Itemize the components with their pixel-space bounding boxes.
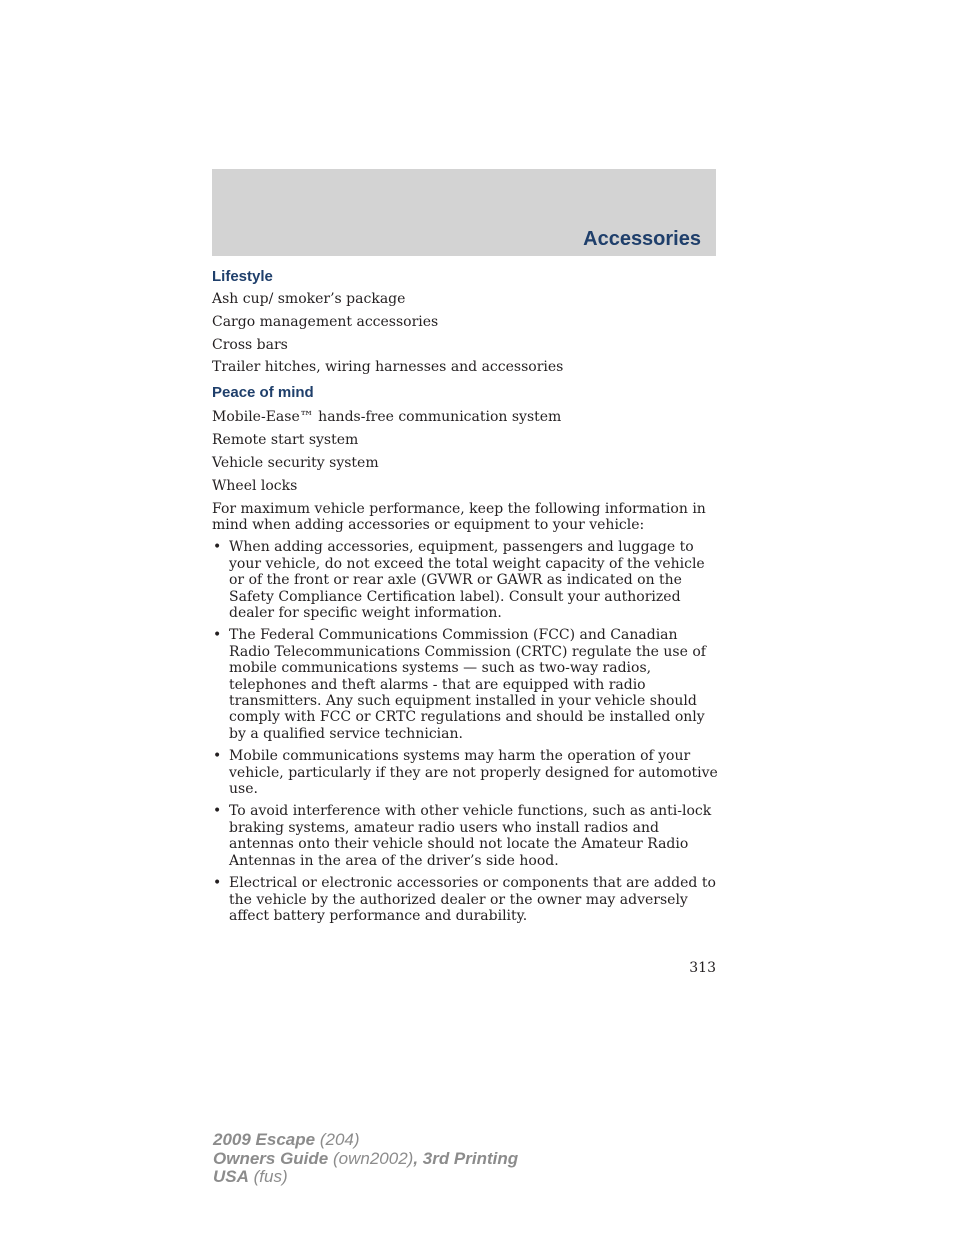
lifestyle-heading: Lifestyle (212, 268, 273, 285)
footer-printing: , 3rd Printing (413, 1148, 519, 1168)
bullet-item (212, 627, 718, 742)
page-content (212, 266, 718, 930)
lifestyle-item: Ash cup/ smoker’s package (212, 291, 406, 307)
section-title: Accessories (583, 228, 701, 250)
lifestyle-item: Cargo management accessories (212, 313, 439, 330)
footer-line-market (213, 1168, 518, 1187)
bullet-text: When adding accessories, equipment, passengers and luggage to your vehicle, do not exceed the total weight capacity of the vehicle or of the front or rear axle (GVWR or GAWR as indicated on the Safety Compliance Certification label). Consult your authorized dealer for specific weight information. (229, 539, 705, 622)
section-header-band (212, 169, 716, 256)
footer-model: 2009 Escape (213, 1130, 316, 1149)
footer-market-code: (fus) (253, 1167, 288, 1186)
print-footer (213, 1131, 518, 1187)
intro-paragraph: For maximum vehicle performance, keep the following information in mind when adding accessories or equipment to your vehicle: (212, 500, 706, 533)
page-number: 313 (689, 960, 716, 976)
footer-guide-code: (own2002) (332, 1148, 414, 1168)
bullet-item (212, 875, 718, 924)
bullet-text: Mobile communications systems may harm the operation of your vehicle, particularly if they are not properly designed for automotive use. (229, 748, 718, 798)
bullet-icon: • (213, 627, 222, 644)
bullet-item (212, 539, 718, 621)
bullet-icon: • (213, 875, 222, 892)
peace-of-mind-heading: Peace of mind (212, 384, 314, 402)
peace-of-mind-list (212, 403, 718, 494)
bullet-text: Electrical or electronic accessories or components that are added to the vehicle by the authorized dealer or the owner may adversely affect battery performance and durability. (229, 875, 716, 924)
footer-line-guide (213, 1150, 518, 1169)
peace-of-mind-item: Wheel locks (212, 477, 298, 494)
bullet-icon: • (213, 748, 222, 765)
lifestyle-item: Trailer hitches, wiring harnesses and accessories (212, 359, 564, 376)
bullet-item (212, 748, 718, 797)
bullet-icon: • (213, 803, 222, 820)
peace-of-mind-item: Vehicle security system (212, 454, 379, 471)
peace-of-mind-item: Remote start system (212, 431, 359, 448)
lifestyle-list (212, 287, 718, 376)
bullet-item (212, 803, 718, 869)
bullet-text: The Federal Communications Commission (FCC) and Canadian Radio Telecommunications Commission (CRTC) regulate the use of mobile communications systems — such as two-way radios, telephones and theft alarms - that are equipped with radio transmitters. Any such equipment installed in your vehicle should comply with FCC or CRTC regulations and should be installed only by a qualified service technician. (229, 627, 706, 742)
footer-line-model (213, 1131, 518, 1150)
bullet-text: To avoid interference with other vehicle functions, such as anti-lock braking systems, amateur radio users who install radios and antennas onto their vehicle should not locate the Amateur Radio Antennas in the area of the driver’s side hood. (229, 803, 712, 869)
footer-market: USA (213, 1167, 249, 1186)
lifestyle-item: Cross bars (212, 336, 288, 353)
footer-model-code: (204) (319, 1130, 360, 1149)
footer-guide: Owners Guide (213, 1148, 329, 1168)
bullet-list (212, 539, 718, 924)
peace-of-mind-item: Mobile-Ease™ hands-free communication system (212, 409, 562, 426)
bullet-icon: • (213, 539, 222, 556)
